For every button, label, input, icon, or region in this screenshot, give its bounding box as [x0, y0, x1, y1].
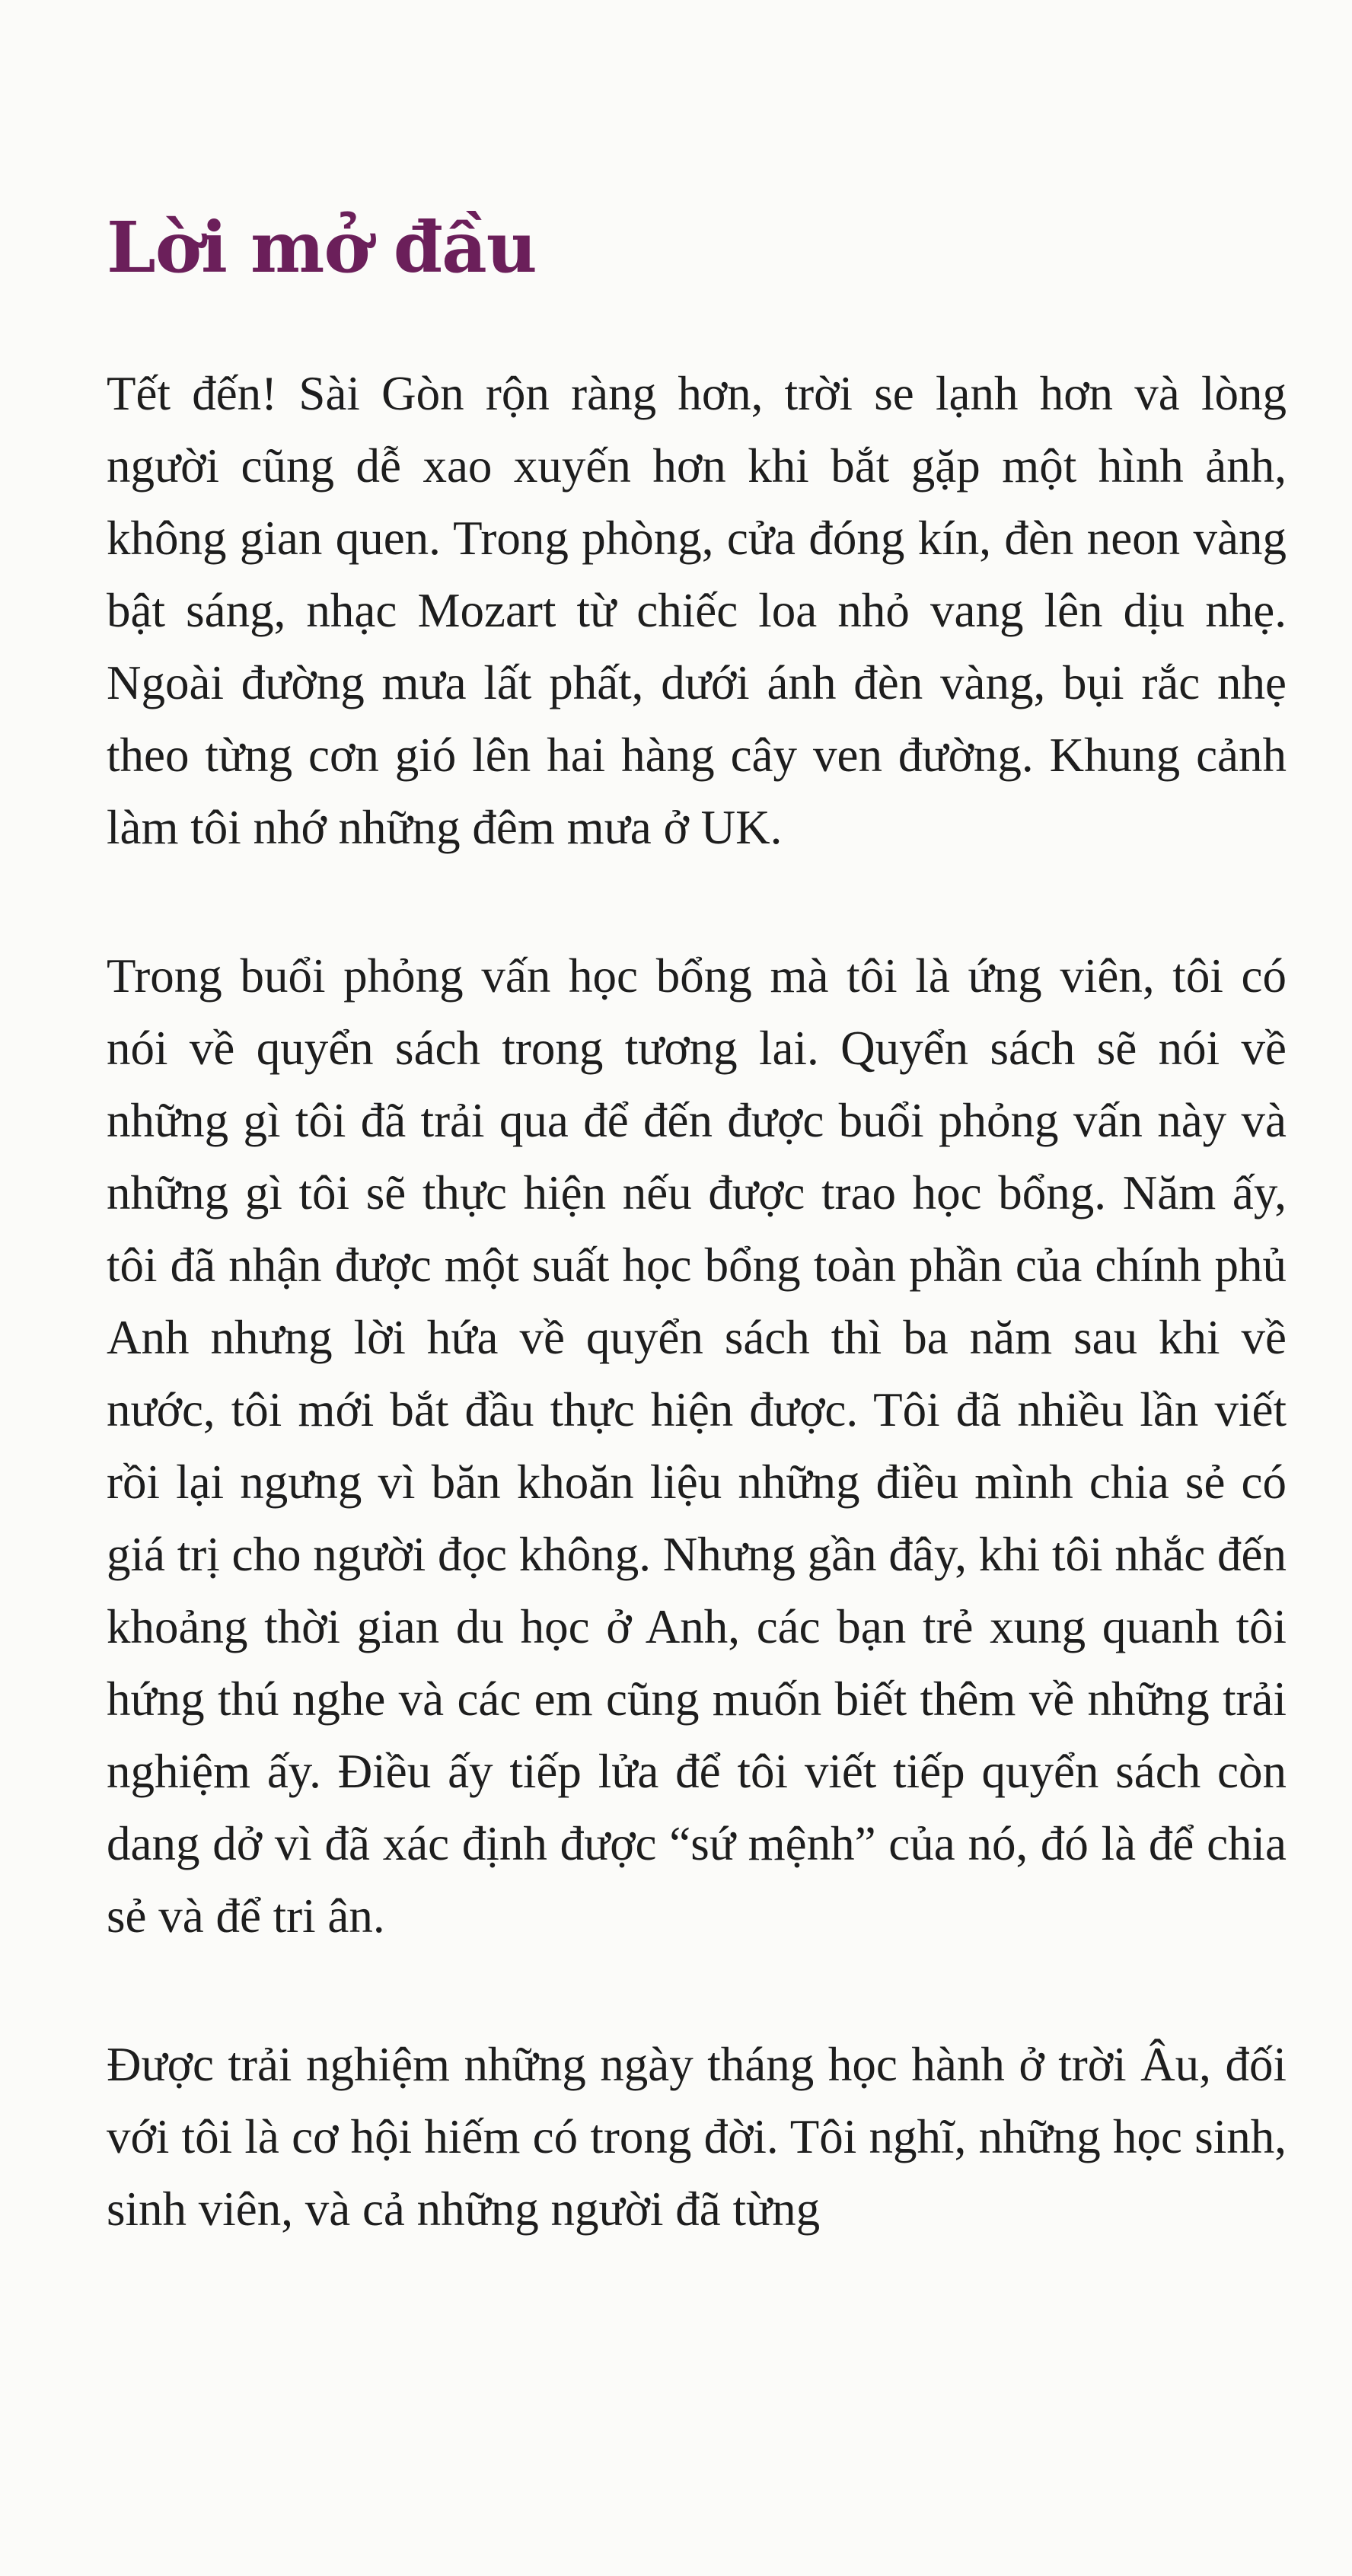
paragraph-2: Trong buổi phỏng vấn học bổng mà tôi là ứng viên, tôi có nói về quyển sách trong tương lai. Quyển sách sẽ nói về những gì tôi đã trải qua để đến được buổi phỏng vấn này và những gì tôi sẽ thực hiện nếu được trao học bổng. Năm ấy, tôi đã nhận được một suất học bổng toàn phần của chính phủ Anh nhưng lời hứa về quyển sách thì ba năm sau khi về nước, tôi mới bắt đầu thực hiện được. Tôi đã nhiều lần viết rồi lại ngưng vì băn khoăn liệu những điều mình chia sẻ có giá trị cho người đọc không. Nhưng gần đây, khi tôi nhắc đến khoảng thời gian du học ở Anh, các bạn trẻ xung quanh tôi hứng thú nghe và các em cũng muốn biết thêm về những trải nghiệm ấy. Điều ấy tiếp lửa để tôi viết tiếp quyển sách còn dang dở vì đã xác định được “sứ mệnh” của nó, đó là để chia sẻ và để tri ân. — [107, 949, 1287, 1943]
body-text — [107, 358, 1287, 2246]
paragraph-3: Được trải nghiệm những ngày tháng học hành ở trời Âu, đối với tôi là cơ hội hiếm có trong đời. Tôi nghĩ, những học sinh, sinh viên, và cả những người đã từng — [107, 2038, 1287, 2236]
chapter-title: Lời mở đầu — [107, 206, 537, 289]
paragraph-1: Tết đến! Sài Gòn rộn ràng hơn, trời se lạnh hơn và lòng người cũng dễ xao xuyến hơn khi bắt gặp một hình ảnh, không gian quen. Trong phòng, cửa đóng kín, đèn neon vàng bật sáng, nhạc Mozart từ chiếc loa nhỏ vang lên dịu nhẹ. Ngoài đường mưa lất phất, dưới ánh đèn vàng, bụi rắc nhẹ theo từng cơn gió lên hai hàng cây ven đường. Khung cảnh làm tôi nhớ những đêm mưa ở UK. — [107, 367, 1287, 854]
